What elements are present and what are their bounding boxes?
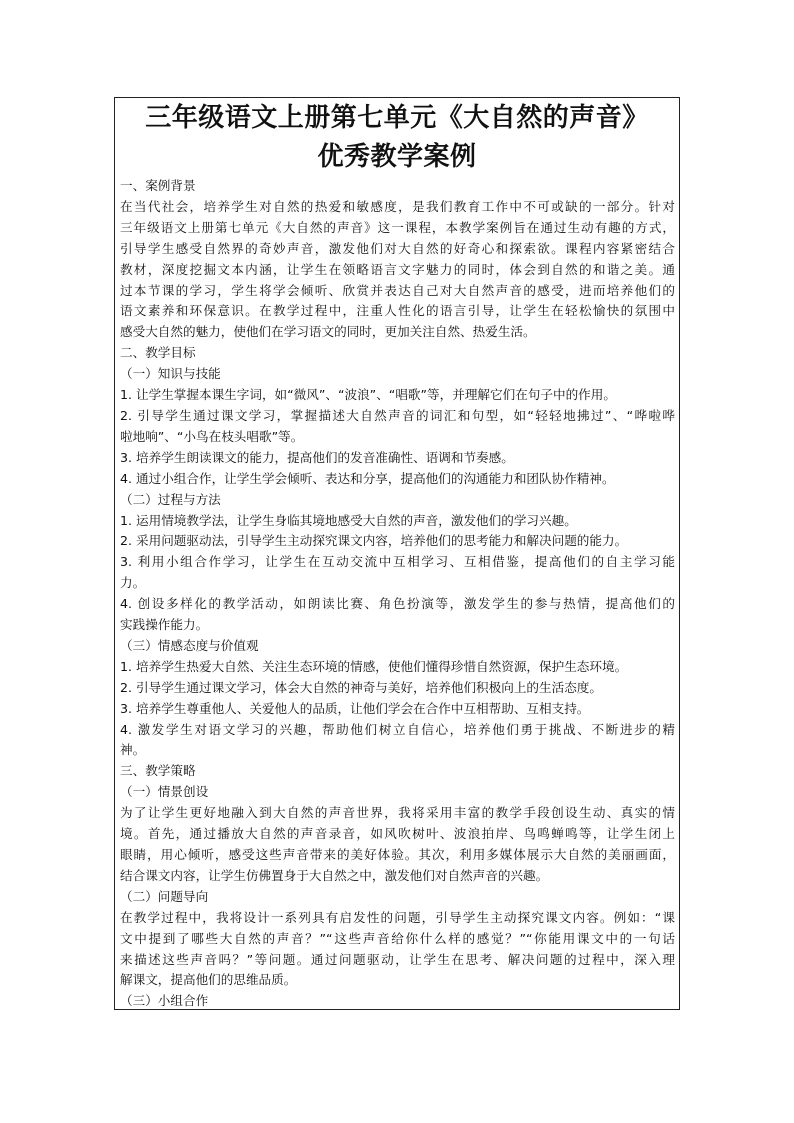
document-body — [115, 176, 679, 1010]
body-line: 来描述这些声音吗？”等问题。通过问题驱动，让学生在思考、解决问题的过程中，深入理 — [120, 951, 675, 967]
body-line: 啦地响”、“小鸟在枝头唱歌”等。 — [120, 428, 304, 444]
body-line: 3. 培养学生尊重他人、关爱他人的品质，让他们学会在合作中互相帮助、互相支持。 — [120, 700, 590, 716]
body-line: 一、案例背景 — [120, 178, 196, 193]
body-line: 力。 — [120, 575, 146, 591]
body-line: 1. 运用情境教学法，让学生身临其境地感受大自然的声音，激发他们的学习兴趣。 — [120, 512, 577, 528]
body-line: 在教学过程中，我将设计一系列具有启发性的问题，引导学生主动探究课文内容。例如：“课 — [120, 909, 675, 925]
body-line: 过本节课的学习，学生将学会倾听、欣赏并表达自己对大自然声音的感受，进而培养他们的 — [120, 282, 675, 298]
body-line: （三）情感态度与价值观 — [120, 637, 259, 653]
document-title-line-1: 三年级语文上册第七单元《大自然的声音》 — [145, 103, 649, 133]
body-line: （一）情景创设 — [120, 784, 209, 800]
body-line: 2. 引导学生通过课文学习，掌握描述大自然声音的词汇和句型，如“轻轻地拂过”、“哗啦哗 — [120, 407, 675, 423]
body-line: 2. 采用问题驱动法，引导学生主动探究课文内容，培养他们的思考能力和解决问题的能力。 — [120, 533, 628, 549]
body-line: 神。 — [120, 742, 146, 758]
body-line: 4. 创设多样化的教学活动，如朗读比赛、角色扮演等，激发学生的参与热情，提高他们的 — [120, 596, 675, 612]
body-line: 2. 引导学生通过课文学习，体会大自然的神奇与美好，培养他们积极向上的生活态度。 — [120, 679, 602, 695]
body-line: 为了让学生更好地融入到大自然的声音世界，我将采用丰富的教学手段创设生动、真实的情 — [120, 805, 675, 821]
document-frame — [114, 97, 680, 1010]
body-line: （二）过程与方法 — [120, 491, 221, 507]
body-line: （二）问题导向 — [120, 888, 209, 904]
body-line: 感受大自然的魅力，使他们在学习语文的同时，更加关注自然、热爱生活。 — [120, 324, 536, 340]
body-line: 教材，深度挖掘文本内涵，让学生在领略语言文字魅力的同时，体会到自然的和谐之美。通 — [120, 261, 675, 277]
body-line: 3. 培养学生朗读课文的能力，提高他们的发音准确性、语调和节奏感。 — [120, 449, 514, 465]
body-line: 三、教学策略 — [120, 763, 196, 779]
body-line: 4. 通过小组合作，让学生学会倾听、表达和分享，提高他们的沟通能力和团队协作精神。 — [120, 470, 615, 486]
body-line: 引导学生感受自然界的奇妙声音，激发他们对大自然的好奇心和探索欲。课程内容紧密结合 — [120, 240, 675, 256]
body-line: 1. 培养学生热爱大自然、关注生态环境的情感，使他们懂得珍惜自然资源，保护生态环境。 — [120, 658, 628, 674]
body-line: 4. 激发学生对语文学习的兴趣，帮助他们树立自信心，培养他们勇于挑战、不断进步的精 — [120, 721, 675, 737]
body-line: 3. 利用小组合作学习，让学生在互动交流中互相学习、互相借鉴，提高他们的自主学习能 — [120, 554, 675, 570]
body-line: 解课文，提高他们的思维品质。 — [120, 972, 297, 988]
body-line: 眼睛，用心倾听，感受这些声音带来的美好体验。其次，利用多媒体展示大自然的美丽画面， — [120, 847, 675, 862]
body-line: （三）小组合作 — [120, 993, 209, 1009]
body-line: 语文素养和环保意识。在教学过程中，注重人性化的语言引导，让学生在轻松愉快的氛围中 — [120, 303, 675, 319]
body-line: （一）知识与技能 — [120, 366, 221, 382]
body-line: 三年级语文上册第七单元《大自然的声音》这一课程，本教学案例旨在通过生动有趣的方式， — [120, 219, 675, 235]
body-line: 结合课文内容，让学生仿佛置身于大自然之中，激发他们对自然声音的兴趣。 — [120, 867, 549, 883]
body-line: 在当代社会，培养学生对自然的热爱和敏感度，是我们教育工作中不可或缺的一部分。针对 — [120, 198, 675, 214]
document-title-line-2: 优秀教学案例 — [317, 142, 477, 172]
body-line: 境。首先，通过播放大自然的声音录音，如风吹树叶、波浪拍岸、鸟鸣蝉鸣等，让学生闭上 — [120, 826, 675, 842]
body-line: 二、教学目标 — [120, 345, 196, 361]
body-line: 实践操作能力。 — [120, 617, 209, 633]
body-line: 文中提到了哪些大自然的声音？”“这些声音给你什么样的感觉？”“你能用课文中的一句话 — [120, 930, 675, 946]
body-line: 1. 让学生掌握本课生字词，如“微风”、“波浪”、“唱歌”等，并理解它们在句子中的作用。 — [120, 387, 616, 403]
